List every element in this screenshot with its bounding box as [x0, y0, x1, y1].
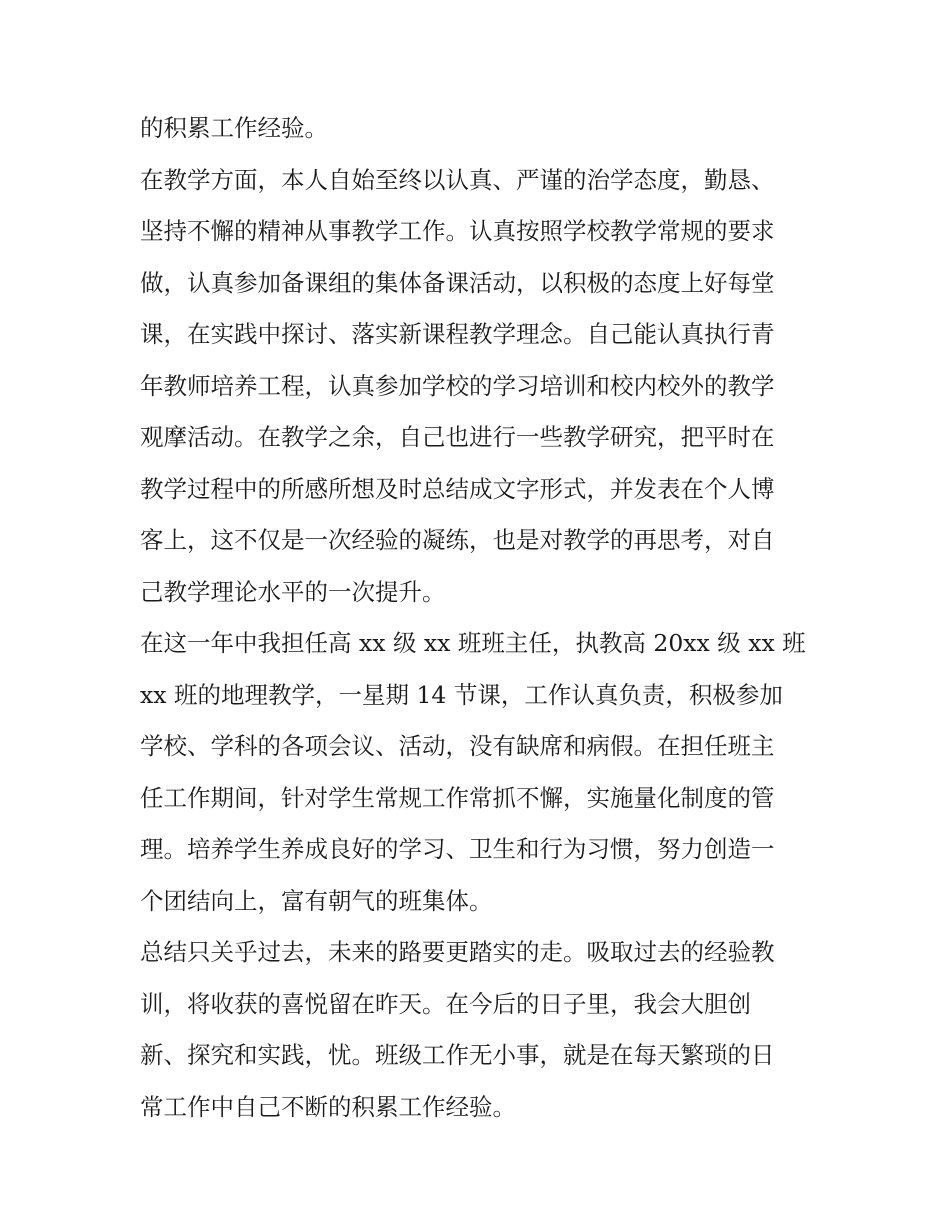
text-line: 新、探究和实践，忧。班级工作无小事，就是在每天繁琐的日	[140, 1041, 775, 1069]
text-line: 坚持不懈的精神从事教学工作。认真按照学校教学常规的要求	[140, 217, 775, 245]
text-line: 客上，这不仅是一次经验的凝练，也是对教学的再思考，对自	[140, 526, 775, 554]
text-line: 理。培养学生养成良好的学习、卫生和行为习惯，努力创造一	[140, 835, 775, 863]
text-line: 年教师培养工程，认真参加学校的学习培训和校内校外的教学	[140, 371, 775, 400]
text-line: 在这一年中我担任高 xx 级 xx 班班主任，执教高 20xx 级 xx 班	[140, 629, 806, 657]
text-line: 个团结向上，富有朝气的班集体。	[140, 886, 493, 915]
text-line: 在教学方面，本人自始至终以认真、严谨的治学态度，勤恳、	[140, 165, 775, 194]
text-line: 己教学理论水平的一次提升。	[140, 577, 446, 606]
text-line: 教学过程中的所感所想及时总结成文字形式，并发表在个人博	[140, 474, 775, 503]
text-line: 的积累工作经验。	[140, 114, 328, 142]
text-line: 学校、学科的各项会议、活动，没有缺席和病假。在担任班主	[140, 732, 775, 760]
text-line: 训，将收获的喜悦留在昨天。在今后的日子里，我会大胆创	[140, 989, 751, 1018]
text-line: 总结只关乎过去，未来的路要更踏实的走。吸取过去的经验教	[140, 938, 775, 966]
text-line: 做，认真参加备课组的集体备课活动，以积极的态度上好每堂	[140, 268, 775, 297]
text-line: 常工作中自己不断的积累工作经验。	[140, 1092, 516, 1121]
text-line: 任工作期间，针对学生常规工作常抓不懈，实施量化制度的管	[140, 783, 775, 812]
text-line: 观摩活动。在教学之余，自己也进行一些教学研究，把平时在	[140, 423, 775, 451]
document-body	[140, 103, 820, 1133]
text-line: 课，在实践中探讨、落实新课程教学理念。自己能认真执行青	[140, 320, 775, 348]
text-line: xx 班的地理教学，一星期 14 节课，工作认真负责，积极参加	[140, 680, 783, 709]
